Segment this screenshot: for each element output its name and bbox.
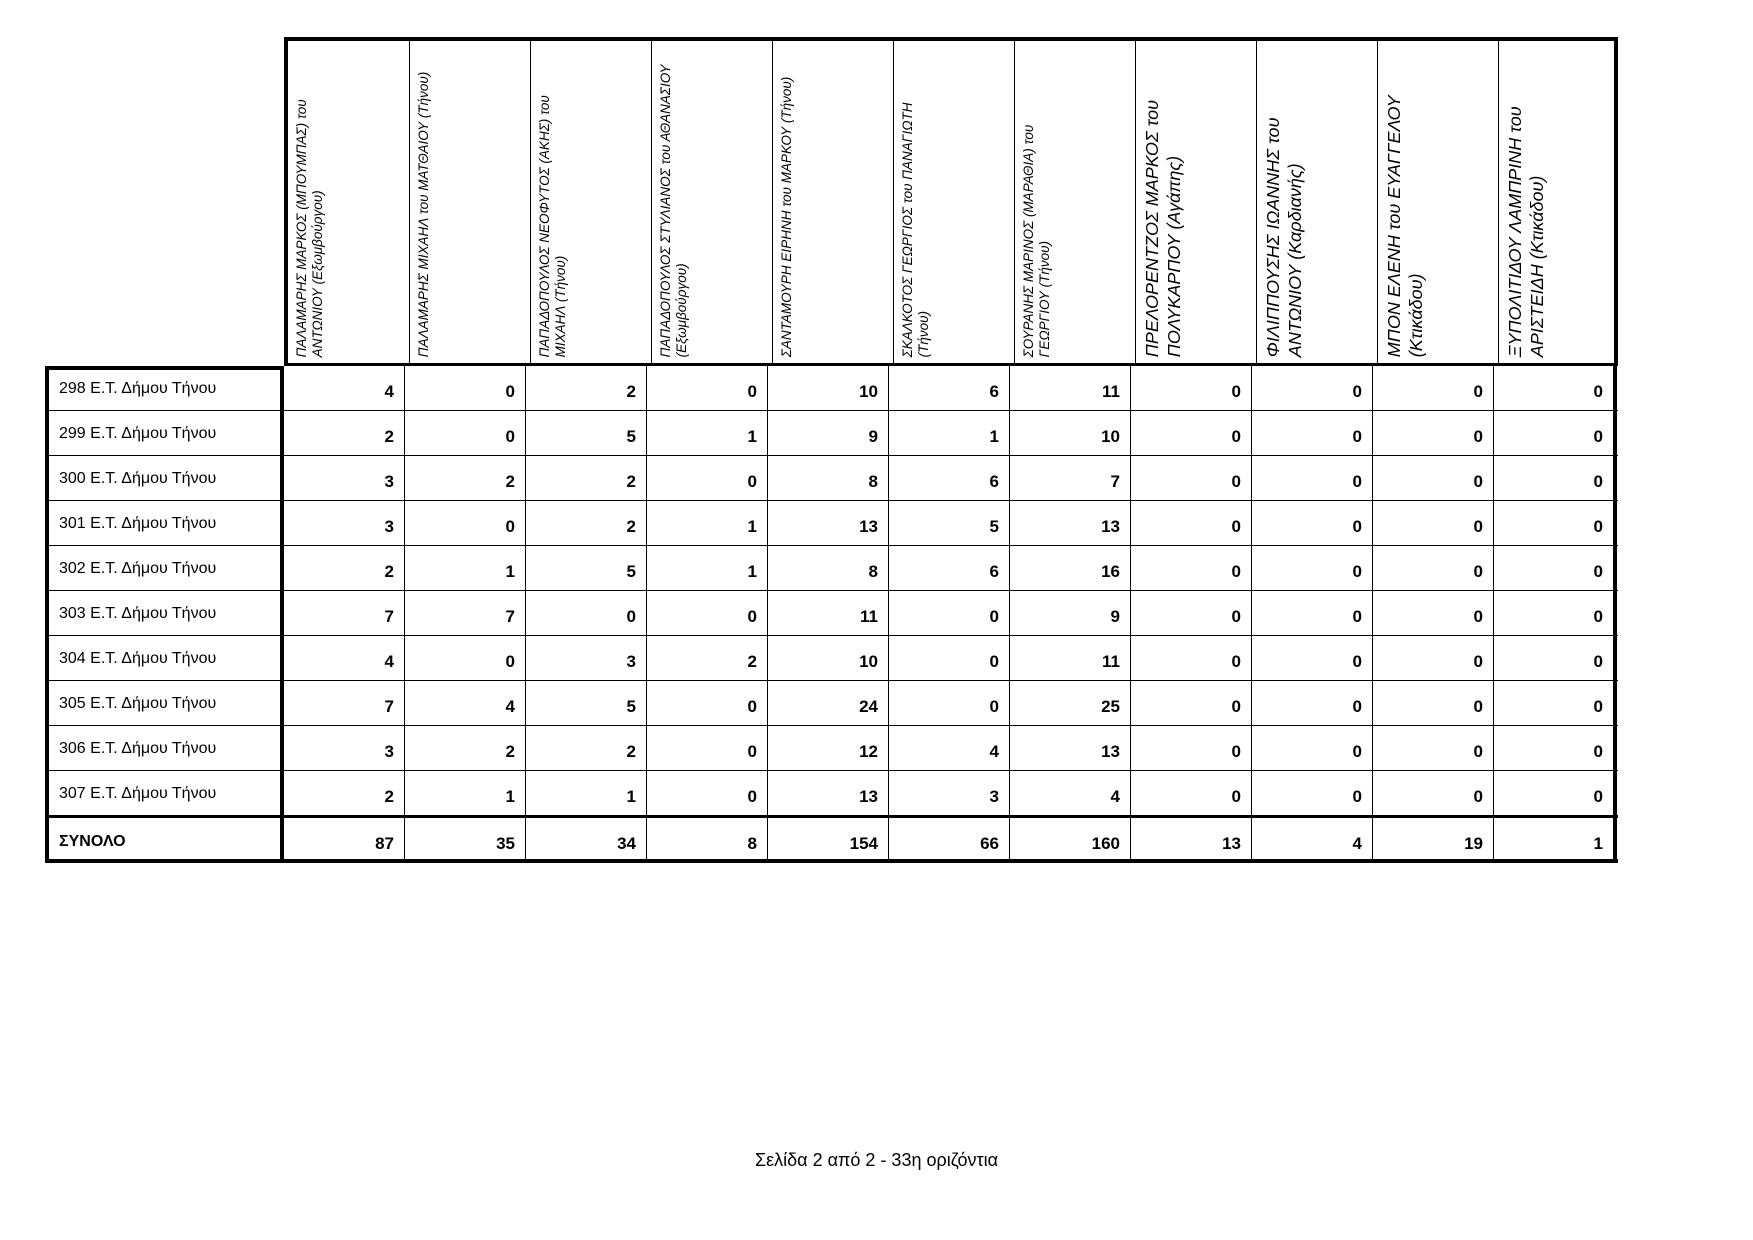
vote-count-cell: 0 xyxy=(405,636,526,680)
vote-count-cell: 2 xyxy=(284,411,405,455)
vote-count-cell: 3 xyxy=(526,636,647,680)
vote-count-cell: 1 xyxy=(647,501,768,545)
station-name: 299 Ε.Τ. Δήμου Τήνου xyxy=(45,411,284,455)
vote-count-cell: 0 xyxy=(1494,546,1617,590)
vote-count-cell: 0 xyxy=(1131,501,1252,545)
vote-count-cell: 1 xyxy=(647,411,768,455)
vote-count-cell: 0 xyxy=(889,681,1010,725)
vote-count-cell: 0 xyxy=(1373,501,1494,545)
table-row xyxy=(45,681,1618,726)
candidate-name: ΣΑΝΤΑΜΟΥΡΗ ΕΙΡΗΝΗ του ΜΑΡΚΟΥ (Τήνου) xyxy=(779,76,794,357)
station-name: 302 Ε.Τ. Δήμου Τήνου xyxy=(45,546,284,590)
vote-count-cell: 0 xyxy=(647,591,768,635)
vote-count-cell: 10 xyxy=(768,636,889,680)
candidate-name: ΜΠΟΝ ΕΛΕΝΗ του ΕΥΑΓΓΕΛΟΥ (Κτικάδου) xyxy=(1384,95,1426,357)
vote-count-cell: 0 xyxy=(1373,726,1494,770)
vote-count-cell: 2 xyxy=(526,501,647,545)
vote-count-cell: 1 xyxy=(405,771,526,815)
vote-count-cell: 0 xyxy=(1252,411,1373,455)
vote-count-cell: 0 xyxy=(1494,366,1617,410)
station-name: 300 Ε.Τ. Δήμου Τήνου xyxy=(45,456,284,500)
vote-count-cell: 4 xyxy=(889,726,1010,770)
station-name: 305 Ε.Τ. Δήμου Τήνου xyxy=(45,681,284,725)
vote-count-cell: 0 xyxy=(1252,456,1373,500)
vote-count-cell: 0 xyxy=(647,771,768,815)
vote-count-cell: 3 xyxy=(284,501,405,545)
candidate-header-5 xyxy=(772,41,893,363)
vote-count-cell: 0 xyxy=(1494,681,1617,725)
table-row xyxy=(45,546,1618,591)
page-footer: Σελίδα 2 από 2 - 33η οριζόντια xyxy=(755,1150,998,1170)
vote-count-cell: 87 xyxy=(284,818,405,859)
vote-count-cell: 11 xyxy=(768,591,889,635)
vote-count-cell: 0 xyxy=(1131,726,1252,770)
candidate-name: ΣΟΥΡΑΝΗΣ ΜΑΡΙΝΟΣ (ΜΑΡΑΘΙΑ) του ΓΕΩΡΓΙΟΥ (Τήνου) xyxy=(1021,124,1053,357)
table-row xyxy=(45,366,1618,411)
station-name: 304 Ε.Τ. Δήμου Τήνου xyxy=(45,636,284,680)
vote-count-cell: 1 xyxy=(405,546,526,590)
vote-count-cell: 0 xyxy=(647,726,768,770)
vote-count-cell: 8 xyxy=(647,818,768,859)
vote-count-cell: 2 xyxy=(405,726,526,770)
vote-count-cell: 2 xyxy=(526,366,647,410)
candidate-header-row xyxy=(284,37,1618,366)
vote-count-cell: 2 xyxy=(405,456,526,500)
vote-count-cell: 8 xyxy=(768,546,889,590)
table-row xyxy=(45,456,1618,501)
vote-count-cell: 0 xyxy=(1252,771,1373,815)
candidate-header-9 xyxy=(1256,41,1377,363)
candidate-name: ΠΑΛΑΜΑΡΗΣ ΜΙΧΑΗΛ του ΜΑΤΘΑΙΟΥ (Τήνου) xyxy=(416,71,431,357)
candidate-header-11 xyxy=(1498,41,1621,363)
vote-count-cell: 19 xyxy=(1373,818,1494,859)
vote-count-cell: 6 xyxy=(889,456,1010,500)
vote-count-cell: 3 xyxy=(889,771,1010,815)
vote-count-cell: 13 xyxy=(768,501,889,545)
vote-count-cell: 1 xyxy=(526,771,647,815)
vote-count-cell: 13 xyxy=(768,771,889,815)
vote-count-cell: 0 xyxy=(1252,546,1373,590)
candidate-name: ΠΑΠΑΔΟΠΟΥΛΟΣ ΝΕΟΦΥΤΟΣ (ΑΚΗΣ) του ΜΙΧΑΗΛ (Τήνου) xyxy=(537,94,569,357)
station-name: 301 Ε.Τ. Δήμου Τήνου xyxy=(45,501,284,545)
vote-count-cell: 2 xyxy=(526,456,647,500)
total-label: ΣΥΝΟΛΟ xyxy=(45,818,284,859)
vote-count-cell: 9 xyxy=(1010,591,1131,635)
vote-count-cell: 25 xyxy=(1010,681,1131,725)
vote-count-cell: 0 xyxy=(1373,591,1494,635)
vote-count-cell: 0 xyxy=(405,501,526,545)
vote-count-cell: 4 xyxy=(1010,771,1131,815)
vote-count-cell: 0 xyxy=(1252,681,1373,725)
vote-count-cell: 0 xyxy=(1494,501,1617,545)
vote-count-cell: 0 xyxy=(1373,771,1494,815)
vote-count-cell: 0 xyxy=(1252,591,1373,635)
vote-count-cell: 5 xyxy=(526,681,647,725)
vote-count-cell: 0 xyxy=(1373,366,1494,410)
vote-count-cell: 2 xyxy=(647,636,768,680)
vote-count-cell: 2 xyxy=(284,771,405,815)
candidate-name: ΞΥΠΟΛΙΤΙΔΟΥ ΛΑΜΠΡΙΝΗ του ΑΡΙΣΤΕΙΔΗ (Κτικάδου) xyxy=(1505,106,1547,357)
candidate-name: ΦΙΛΙΠΠΟΥΣΗΣ ΙΩΑΝΝΗΣ του ΑΝΤΩΝΙΟΥ (Καρδιανής) xyxy=(1263,117,1305,357)
table-row xyxy=(45,636,1618,681)
vote-count-cell: 24 xyxy=(768,681,889,725)
vote-count-cell: 0 xyxy=(405,411,526,455)
vote-count-cell: 12 xyxy=(768,726,889,770)
vote-count-cell: 0 xyxy=(1494,726,1617,770)
candidate-header-4 xyxy=(651,41,772,363)
vote-count-cell: 0 xyxy=(1494,456,1617,500)
vote-count-cell: 0 xyxy=(1131,771,1252,815)
vote-count-cell: 5 xyxy=(889,501,1010,545)
vote-count-cell: 7 xyxy=(284,681,405,725)
vote-count-cell: 7 xyxy=(284,591,405,635)
vote-count-cell: 4 xyxy=(1252,818,1373,859)
vote-count-cell: 34 xyxy=(526,818,647,859)
vote-count-cell: 0 xyxy=(526,591,647,635)
vote-count-cell: 0 xyxy=(647,366,768,410)
candidate-name: ΠΑΛΑΜΑΡΗΣ ΜΑΡΚΟΣ (ΜΠΟΥΜΠΑΣ) του ΑΝΤΩΝΙΟΥ (Εξωμβούργου) xyxy=(294,98,326,357)
vote-count-cell: 0 xyxy=(1252,726,1373,770)
vote-count-cell: 154 xyxy=(768,818,889,859)
vote-count-cell: 13 xyxy=(1131,818,1252,859)
table-row xyxy=(45,411,1618,456)
vote-count-cell: 11 xyxy=(1010,366,1131,410)
table-row xyxy=(45,501,1618,546)
vote-count-cell: 16 xyxy=(1010,546,1131,590)
candidate-header-7 xyxy=(1014,41,1135,363)
vote-count-cell: 66 xyxy=(889,818,1010,859)
vote-count-cell: 0 xyxy=(1494,411,1617,455)
vote-count-cell: 0 xyxy=(1494,636,1617,680)
table-row xyxy=(45,726,1618,771)
results-table-body xyxy=(45,366,1618,863)
vote-count-cell: 35 xyxy=(405,818,526,859)
vote-count-cell: 3 xyxy=(284,456,405,500)
total-row xyxy=(45,816,1618,863)
vote-count-cell: 0 xyxy=(1494,771,1617,815)
vote-count-cell: 8 xyxy=(768,456,889,500)
vote-count-cell: 0 xyxy=(1131,681,1252,725)
vote-count-cell: 160 xyxy=(1010,818,1131,859)
vote-count-cell: 0 xyxy=(1252,501,1373,545)
station-name: 307 Ε.Τ. Δήμου Τήνου xyxy=(45,771,284,815)
station-name: 306 Ε.Τ. Δήμου Τήνου xyxy=(45,726,284,770)
vote-count-cell: 4 xyxy=(284,366,405,410)
vote-count-cell: 0 xyxy=(889,591,1010,635)
vote-count-cell: 10 xyxy=(1010,411,1131,455)
vote-count-cell: 2 xyxy=(526,726,647,770)
vote-count-cell: 1 xyxy=(647,546,768,590)
candidate-name: ΠΡΕΛΟΡΕΝΤΖΟΣ ΜΑΡΚΟΣ του ΠΟΛΥΚΑΡΠΟΥ (Αγάπης) xyxy=(1142,99,1184,357)
vote-count-cell: 0 xyxy=(647,456,768,500)
vote-count-cell: 7 xyxy=(1010,456,1131,500)
vote-count-cell: 0 xyxy=(1131,546,1252,590)
vote-count-cell: 0 xyxy=(1252,366,1373,410)
table-row xyxy=(45,771,1618,816)
vote-count-cell: 0 xyxy=(1373,546,1494,590)
vote-count-cell: 0 xyxy=(1373,636,1494,680)
vote-count-cell: 0 xyxy=(1131,456,1252,500)
table-row xyxy=(45,591,1618,636)
vote-count-cell: 0 xyxy=(405,366,526,410)
vote-count-cell: 5 xyxy=(526,411,647,455)
vote-count-cell: 10 xyxy=(768,366,889,410)
vote-count-cell: 11 xyxy=(1010,636,1131,680)
vote-count-cell: 0 xyxy=(1131,636,1252,680)
candidate-name: ΣΚΑΛΚΟΤΟΣ ΓΕΩΡΓΙΟΣ του ΠΑΝΑΓΙΩΤΗ (Τήνου) xyxy=(900,102,932,357)
candidate-header-3 xyxy=(530,41,651,363)
vote-count-cell: 5 xyxy=(526,546,647,590)
candidate-header-10 xyxy=(1377,41,1498,363)
candidate-header-8 xyxy=(1135,41,1256,363)
vote-count-cell: 4 xyxy=(284,636,405,680)
vote-count-cell: 0 xyxy=(1252,636,1373,680)
vote-count-cell: 1 xyxy=(889,411,1010,455)
vote-count-cell: 0 xyxy=(1494,591,1617,635)
vote-count-cell: 0 xyxy=(1373,681,1494,725)
candidate-name: ΠΑΠΑΔΟΠΟΥΛΟΣ ΣΤΥΛΙΑΝΟΣ του ΑΘΑΝΑΣΙΟΥ (Εξωμβούργου) xyxy=(658,64,690,357)
vote-count-cell: 0 xyxy=(889,636,1010,680)
candidate-header-6 xyxy=(893,41,1014,363)
vote-count-cell: 3 xyxy=(284,726,405,770)
vote-count-cell: 0 xyxy=(1131,366,1252,410)
candidate-header-2 xyxy=(409,41,530,363)
vote-count-cell: 13 xyxy=(1010,726,1131,770)
vote-count-cell: 0 xyxy=(1131,591,1252,635)
vote-count-cell: 13 xyxy=(1010,501,1131,545)
vote-count-cell: 6 xyxy=(889,366,1010,410)
vote-count-cell: 4 xyxy=(405,681,526,725)
vote-count-cell: 0 xyxy=(1373,411,1494,455)
vote-count-cell: 0 xyxy=(1373,456,1494,500)
vote-count-cell: 1 xyxy=(1494,818,1617,859)
station-name: 303 Ε.Τ. Δήμου Τήνου xyxy=(45,591,284,635)
vote-count-cell: 0 xyxy=(1131,411,1252,455)
candidate-header-1 xyxy=(288,41,409,363)
vote-count-cell: 2 xyxy=(284,546,405,590)
station-name: 298 Ε.Τ. Δήμου Τήνου xyxy=(45,366,284,410)
vote-count-cell: 7 xyxy=(405,591,526,635)
vote-count-cell: 0 xyxy=(647,681,768,725)
vote-count-cell: 9 xyxy=(768,411,889,455)
vote-count-cell: 6 xyxy=(889,546,1010,590)
